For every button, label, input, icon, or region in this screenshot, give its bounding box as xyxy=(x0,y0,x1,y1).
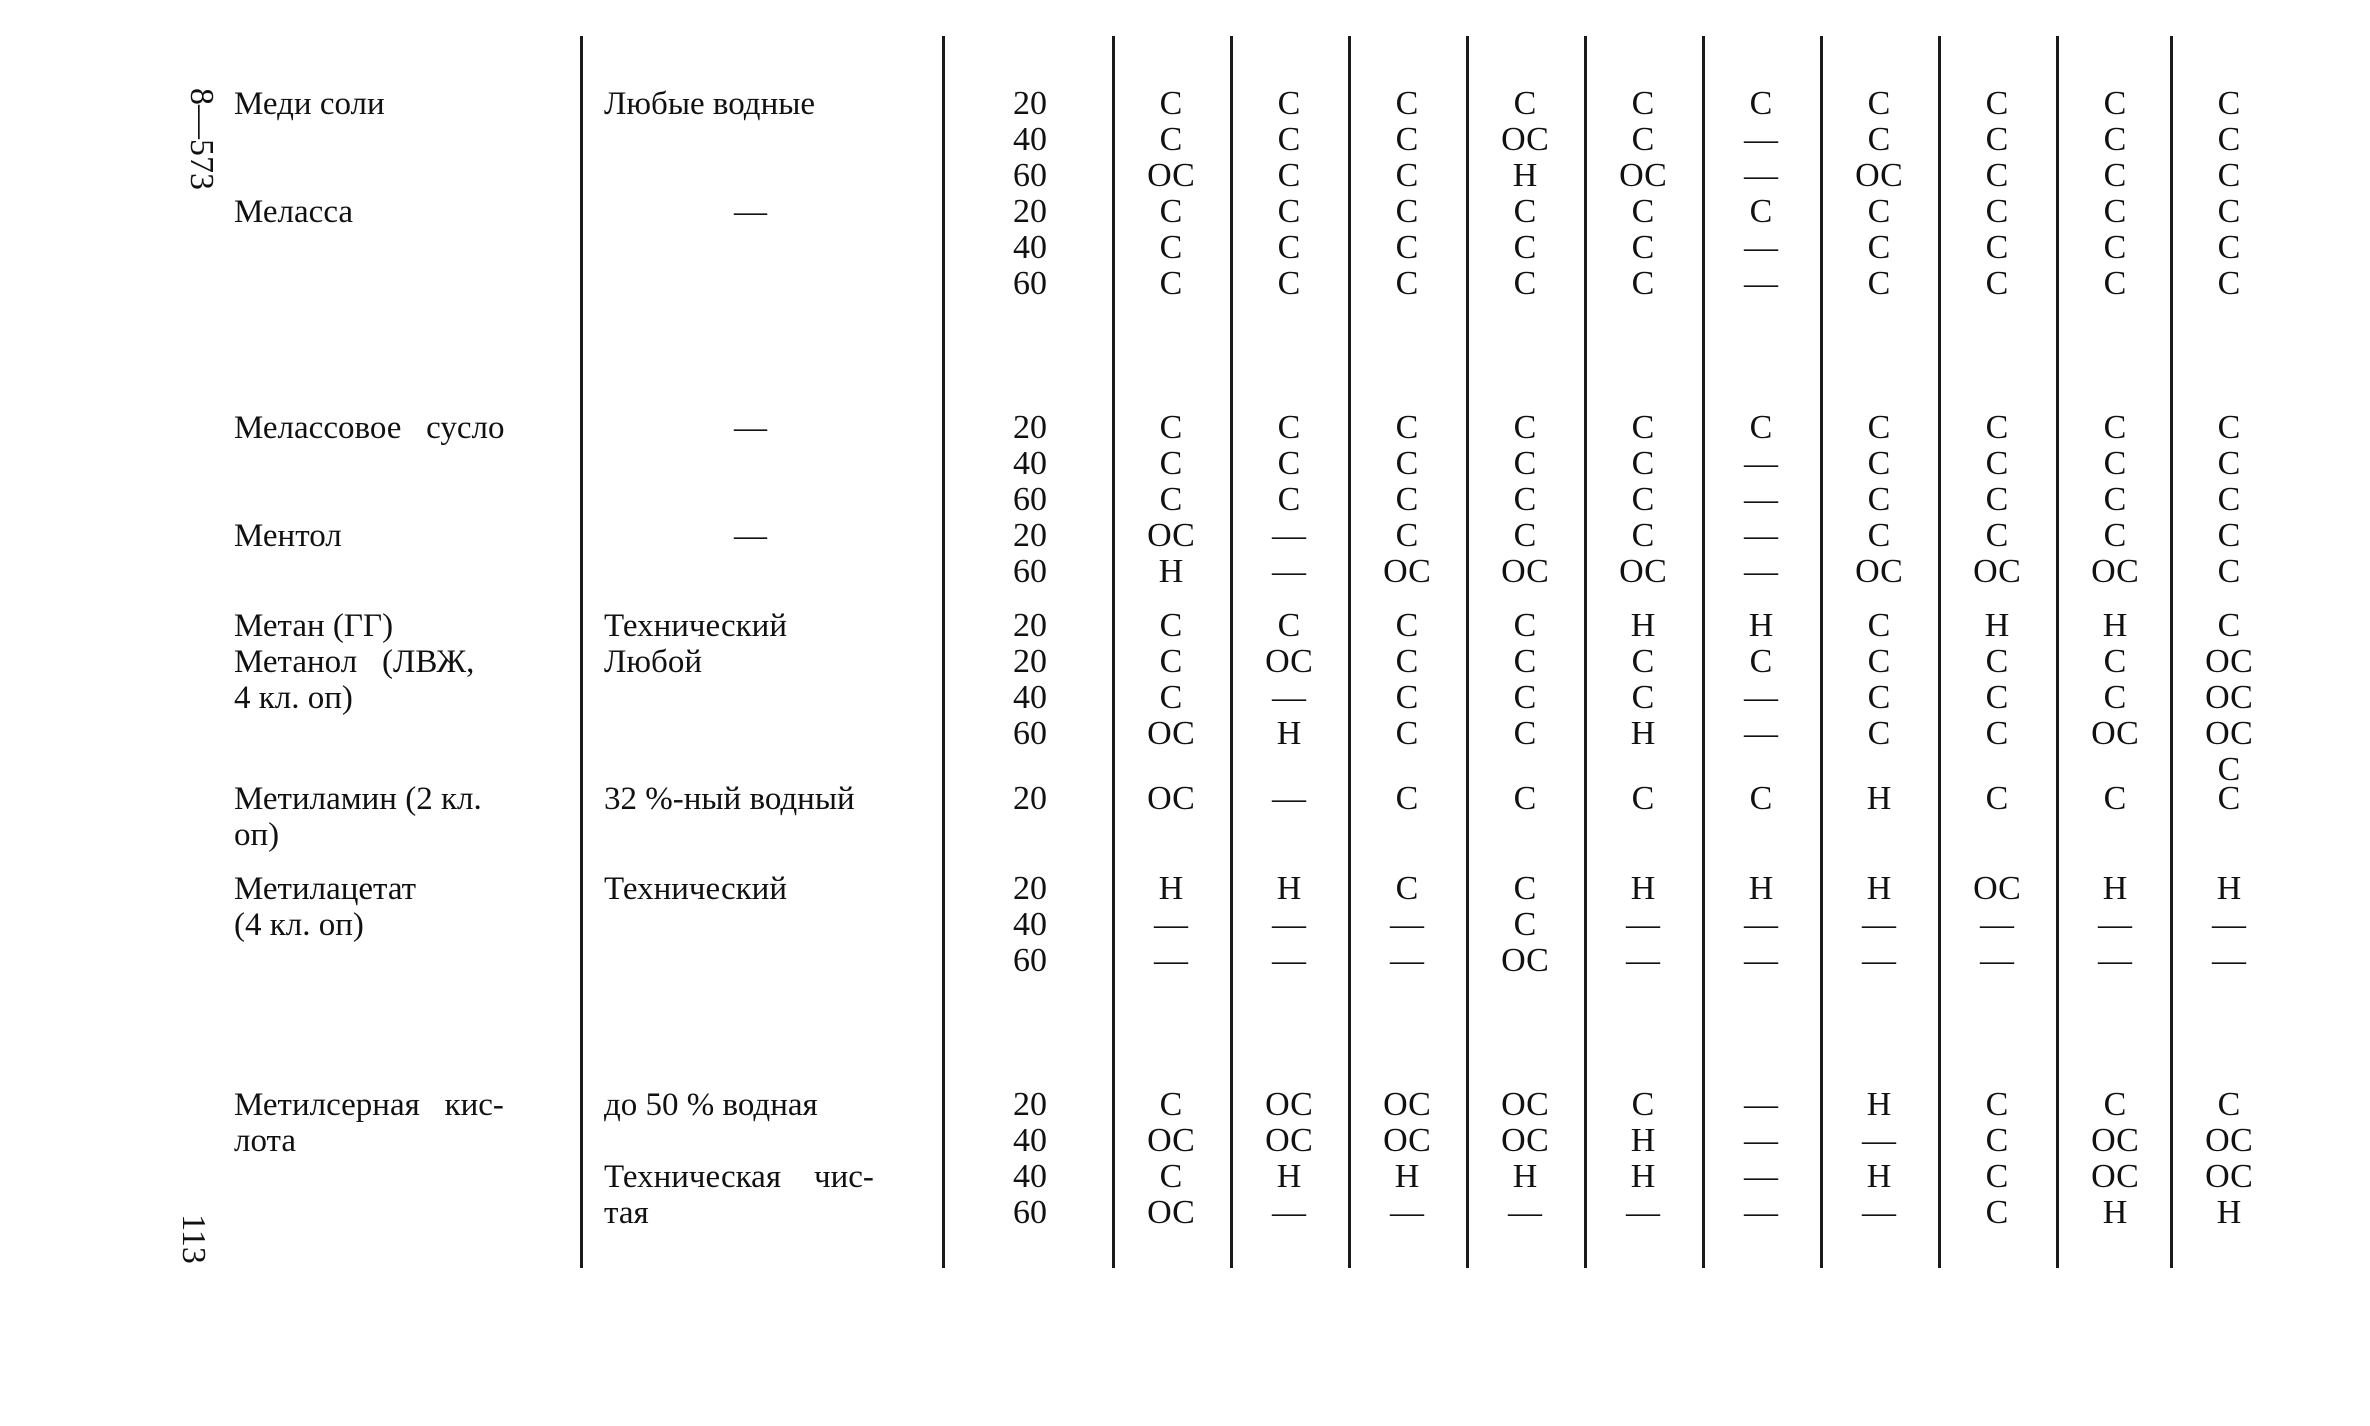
resistance-cell: С xyxy=(1277,409,1301,446)
resistance-cell: С xyxy=(2217,607,2241,644)
resistance-cell: С xyxy=(1277,265,1301,302)
resistance-cell: С xyxy=(1867,229,1891,266)
resistance-cell: С xyxy=(1985,715,2009,752)
resistance-cell: С xyxy=(1631,445,1655,482)
substance-name: лота xyxy=(234,1122,297,1159)
resistance-cell: ОС xyxy=(1265,1121,1313,1159)
column-divider xyxy=(942,36,945,1268)
resistance-cell: С xyxy=(1513,193,1537,230)
resistance-cell: С xyxy=(1867,481,1891,518)
resistance-cell: С xyxy=(1631,409,1655,446)
resistance-cell: ОС xyxy=(2091,715,2139,752)
temperature: 40 xyxy=(1013,1121,1047,1159)
temperature: 20 xyxy=(1013,779,1047,817)
concentration: — xyxy=(734,518,767,554)
resistance-cell: С xyxy=(1513,679,1537,716)
resistance-cell: Н xyxy=(2216,1193,2242,1231)
resistance-cell: ОС xyxy=(1147,1193,1195,1231)
resistance-cell: — xyxy=(1744,229,1778,266)
resistance-cell: С xyxy=(2217,85,2241,122)
resistance-cell: С xyxy=(1749,779,1773,817)
resistance-cell: С xyxy=(1159,1157,1183,1195)
resistance-cell: С xyxy=(1867,409,1891,446)
resistance-cell: С xyxy=(1985,481,2009,518)
resistance-cell: С xyxy=(2103,481,2127,518)
resistance-cell: ОС xyxy=(2205,643,2253,680)
resistance-cell: С xyxy=(1985,157,2009,194)
resistance-cell: С xyxy=(1395,445,1419,482)
resistance-cell: С xyxy=(1513,481,1537,518)
substance-name: (4 кл. оп) xyxy=(234,906,364,943)
resistance-cell: С xyxy=(1395,779,1419,817)
concentration: Техническая чис- xyxy=(604,1158,874,1195)
resistance-cell: — xyxy=(1744,715,1778,752)
resistance-cell: — xyxy=(1272,553,1306,590)
resistance-cell: — xyxy=(1390,905,1424,943)
resistance-cell: ОС xyxy=(2205,715,2253,752)
resistance-cell: С xyxy=(1985,85,2009,122)
substance-name: Мелассовое сусло xyxy=(234,410,505,446)
resistance-cell: Н xyxy=(1630,607,1656,644)
resistance-cell: С xyxy=(1277,445,1301,482)
resistance-cell: — xyxy=(1862,941,1896,979)
temperature: 40 xyxy=(1013,679,1047,716)
resistance-cell: ОС xyxy=(2205,1121,2253,1159)
resistance-cell: С xyxy=(2103,779,2127,817)
temperature: 20 xyxy=(1013,517,1047,554)
resistance-cell: — xyxy=(1980,941,2014,979)
substance-name: Метилсерная кис- xyxy=(234,1086,504,1123)
resistance-cell: С xyxy=(1985,517,2009,554)
resistance-cell: С xyxy=(1631,643,1655,680)
resistance-cell: С xyxy=(1867,85,1891,122)
resistance-cell: Н xyxy=(1276,869,1302,907)
resistance-cell: С xyxy=(1159,229,1183,266)
resistance-cell: — xyxy=(1626,1193,1660,1231)
temperature: 60 xyxy=(1013,265,1047,302)
substance-name: оп) xyxy=(234,816,280,853)
resistance-cell: — xyxy=(1744,679,1778,716)
resistance-cell: С xyxy=(1985,409,2009,446)
resistance-cell: Н xyxy=(1394,1157,1420,1195)
resistance-cell: С xyxy=(2103,409,2127,446)
resistance-cell: ОС xyxy=(1383,1085,1431,1123)
resistance-cell: Н xyxy=(1630,1121,1656,1159)
resistance-cell: С xyxy=(1867,445,1891,482)
resistance-cell: С xyxy=(1395,607,1419,644)
resistance-cell: — xyxy=(1744,481,1778,518)
resistance-cell: С xyxy=(1395,517,1419,554)
resistance-cell: С xyxy=(2103,157,2127,194)
resistance-cell: С xyxy=(1867,643,1891,680)
substance-name: 4 кл. оп) xyxy=(234,680,353,716)
resistance-cell: С xyxy=(1867,265,1891,302)
temperature: 60 xyxy=(1013,941,1047,979)
resistance-cell: — xyxy=(1272,679,1306,716)
resistance-cell: С xyxy=(1985,779,2009,817)
resistance-cell: ОС xyxy=(1619,157,1667,194)
resistance-cell: — xyxy=(1508,1193,1542,1231)
resistance-cell: С xyxy=(1631,85,1655,122)
concentration: Любые водные xyxy=(604,86,816,122)
resistance-cell: Н xyxy=(1630,1157,1656,1195)
resistance-cell: С xyxy=(2217,779,2241,817)
concentration: 32 %-ный водный xyxy=(604,780,855,817)
resistance-cell: ОС xyxy=(1973,869,2021,907)
temperature: 20 xyxy=(1013,85,1047,122)
substance-name: Меласса xyxy=(234,194,354,230)
temperature: 60 xyxy=(1013,1193,1047,1231)
resistance-cell: ОС xyxy=(1265,1085,1313,1123)
resistance-cell: ОС xyxy=(1501,941,1549,979)
resistance-cell: С xyxy=(1395,265,1419,302)
resistance-cell: С xyxy=(1985,193,2009,230)
resistance-cell: С xyxy=(1513,85,1537,122)
resistance-cell: ОС xyxy=(1501,1085,1549,1123)
resistance-cell: ОС xyxy=(1383,1121,1431,1159)
resistance-cell: — xyxy=(2098,941,2132,979)
resistance-cell: ОС xyxy=(1501,1121,1549,1159)
resistance-cell: С xyxy=(1395,409,1419,446)
resistance-cell: Н xyxy=(1866,1157,1892,1195)
substance-name: Ментол xyxy=(234,518,342,554)
page-number: 113 xyxy=(174,1214,212,1264)
resistance-cell: Н xyxy=(1866,779,1892,817)
resistance-cell: — xyxy=(1744,121,1778,158)
resistance-cell: С xyxy=(1867,607,1891,644)
substance-name: Метиламин (2 кл. xyxy=(234,780,482,817)
temperature: 20 xyxy=(1013,643,1047,680)
resistance-cell: С xyxy=(1159,121,1183,158)
margin-signature: 8—573 xyxy=(183,88,220,190)
resistance-cell: С xyxy=(2217,553,2241,590)
resistance-cell: С xyxy=(1513,517,1537,554)
column-divider xyxy=(580,36,583,1268)
temperature: 40 xyxy=(1013,905,1047,943)
resistance-cell: С xyxy=(1749,193,1773,230)
resistance-cell: С xyxy=(1395,679,1419,716)
resistance-cell: Н xyxy=(1276,715,1302,752)
resistance-cell: — xyxy=(1744,517,1778,554)
substance-name: Меди соли xyxy=(234,86,385,122)
resistance-cell: С xyxy=(2217,229,2241,266)
resistance-cell: С xyxy=(1985,265,2009,302)
resistance-cell: — xyxy=(1744,1193,1778,1231)
resistance-cell: С xyxy=(1159,607,1183,644)
resistance-cell: — xyxy=(1154,905,1188,943)
resistance-cell: Н xyxy=(2102,1193,2128,1231)
resistance-cell: Н xyxy=(1276,1157,1302,1195)
concentration: Технический xyxy=(604,608,787,644)
resistance-cell: С xyxy=(1867,679,1891,716)
resistance-cell: С xyxy=(1159,1085,1183,1123)
resistance-cell: ОС xyxy=(1147,1121,1195,1159)
resistance-cell: С xyxy=(1749,85,1773,122)
resistance-cell: С xyxy=(2217,409,2241,446)
resistance-cell: — xyxy=(1744,157,1778,194)
resistance-cell: С xyxy=(1867,517,1891,554)
concentration: — xyxy=(734,194,767,230)
resistance-cell: С xyxy=(1159,409,1183,446)
resistance-cell: С xyxy=(1395,481,1419,518)
resistance-cell: С xyxy=(1513,715,1537,752)
temperature: 60 xyxy=(1013,553,1047,590)
resistance-cell: ОС xyxy=(1619,553,1667,590)
resistance-cell: — xyxy=(1154,941,1188,979)
resistance-cell: С xyxy=(2217,751,2241,788)
resistance-cell: Н xyxy=(1748,869,1774,907)
resistance-cell: С xyxy=(1395,229,1419,266)
resistance-cell: Н xyxy=(1512,157,1538,194)
resistance-cell: — xyxy=(1744,941,1778,979)
resistance-cell: — xyxy=(1390,1193,1424,1231)
resistance-cell: — xyxy=(1744,1157,1778,1195)
resistance-cell: С xyxy=(1395,85,1419,122)
resistance-cell: С xyxy=(1985,1193,2009,1231)
resistance-cell: С xyxy=(1395,121,1419,158)
concentration: — xyxy=(734,410,767,446)
resistance-cell: — xyxy=(1626,941,1660,979)
resistance-cell: С xyxy=(1513,643,1537,680)
substance-name: Метилацетат xyxy=(234,870,417,907)
resistance-cell: С xyxy=(2103,643,2127,680)
resistance-cell: ОС xyxy=(1147,157,1195,194)
resistance-cell: С xyxy=(1867,715,1891,752)
resistance-cell: Н xyxy=(2102,607,2128,644)
resistance-cell: С xyxy=(2103,265,2127,302)
resistance-cell: ОС xyxy=(2091,1157,2139,1195)
resistance-cell: С xyxy=(1631,1085,1655,1123)
resistance-cell: — xyxy=(1272,941,1306,979)
resistance-cell: Н xyxy=(1866,1085,1892,1123)
resistance-cell: — xyxy=(1862,1121,1896,1159)
resistance-cell: С xyxy=(1985,1085,2009,1123)
resistance-cell: — xyxy=(1626,905,1660,943)
resistance-cell: С xyxy=(2217,265,2241,302)
resistance-cell: С xyxy=(1631,679,1655,716)
resistance-cell: С xyxy=(1513,607,1537,644)
resistance-cell: С xyxy=(2217,517,2241,554)
resistance-cell: С xyxy=(1985,121,2009,158)
resistance-cell: — xyxy=(2212,905,2246,943)
resistance-cell: С xyxy=(1513,409,1537,446)
resistance-cell: С xyxy=(1985,1157,2009,1195)
resistance-cell: С xyxy=(2103,1085,2127,1123)
resistance-cell: С xyxy=(2103,193,2127,230)
resistance-cell: ОС xyxy=(2205,679,2253,716)
resistance-cell: С xyxy=(2103,85,2127,122)
resistance-cell: С xyxy=(1395,157,1419,194)
resistance-cell: ОС xyxy=(1265,643,1313,680)
resistance-cell: С xyxy=(2103,517,2127,554)
temperature: 40 xyxy=(1013,229,1047,266)
resistance-cell: — xyxy=(1272,779,1306,817)
resistance-cell: Н xyxy=(2216,869,2242,907)
resistance-cell: С xyxy=(1159,193,1183,230)
resistance-cell: С xyxy=(1277,481,1301,518)
temperature: 20 xyxy=(1013,869,1047,907)
resistance-cell: — xyxy=(1744,1121,1778,1159)
resistance-cell: С xyxy=(1159,445,1183,482)
resistance-cell: Н xyxy=(1158,553,1184,590)
resistance-cell: — xyxy=(1862,1193,1896,1231)
resistance-cell: — xyxy=(1980,905,2014,943)
resistance-cell: — xyxy=(1272,905,1306,943)
resistance-cell: С xyxy=(1867,193,1891,230)
resistance-cell: — xyxy=(2098,905,2132,943)
resistance-cell: ОС xyxy=(2091,553,2139,590)
resistance-cell: ОС xyxy=(1973,553,2021,590)
resistance-cell: С xyxy=(1867,121,1891,158)
resistance-cell: — xyxy=(1272,517,1306,554)
resistance-cell: С xyxy=(2217,445,2241,482)
resistance-cell: С xyxy=(1513,779,1537,817)
resistance-cell: — xyxy=(1744,265,1778,302)
resistance-cell: С xyxy=(1631,121,1655,158)
temperature: 20 xyxy=(1013,1085,1047,1123)
resistance-cell: С xyxy=(1631,517,1655,554)
temperature: 20 xyxy=(1013,193,1047,230)
resistance-cell: — xyxy=(1390,941,1424,979)
resistance-cell: Н xyxy=(1630,715,1656,752)
resistance-cell: ОС xyxy=(1855,553,1903,590)
resistance-cell: С xyxy=(1277,85,1301,122)
concentration: Технический xyxy=(604,870,787,907)
resistance-cell: С xyxy=(2217,121,2241,158)
resistance-cell: — xyxy=(1744,905,1778,943)
resistance-cell: — xyxy=(1862,905,1896,943)
resistance-cell: ОС xyxy=(1147,715,1195,752)
temperature: 40 xyxy=(1013,445,1047,482)
resistance-cell: Н xyxy=(1748,607,1774,644)
resistance-cell: ОС xyxy=(1147,517,1195,554)
concentration: тая xyxy=(604,1194,649,1231)
resistance-cell: ОС xyxy=(2205,1157,2253,1195)
resistance-cell: С xyxy=(1395,715,1419,752)
resistance-cell: — xyxy=(1744,553,1778,590)
resistance-cell: С xyxy=(2217,157,2241,194)
resistance-cell: С xyxy=(1631,229,1655,266)
resistance-cell: С xyxy=(1985,445,2009,482)
resistance-cell: С xyxy=(1277,157,1301,194)
resistance-cell: С xyxy=(1985,1121,2009,1159)
resistance-cell: ОС xyxy=(1383,553,1431,590)
resistance-cell: С xyxy=(1277,193,1301,230)
resistance-cell: С xyxy=(1277,607,1301,644)
resistance-cell: С xyxy=(1395,869,1419,907)
resistance-cell: Н xyxy=(1158,869,1184,907)
resistance-cell: С xyxy=(1631,481,1655,518)
resistance-cell: Н xyxy=(2102,869,2128,907)
resistance-cell: С xyxy=(1159,679,1183,716)
resistance-cell: С xyxy=(2217,193,2241,230)
resistance-cell: С xyxy=(1159,481,1183,518)
resistance-cell: ОС xyxy=(2091,1121,2139,1159)
resistance-cell: С xyxy=(1277,121,1301,158)
resistance-cell: — xyxy=(1272,1193,1306,1231)
resistance-cell: Н xyxy=(1984,607,2010,644)
resistance-cell: С xyxy=(1631,779,1655,817)
resistance-cell: С xyxy=(1277,229,1301,266)
resistance-cell: Н xyxy=(1866,869,1892,907)
concentration: Любой xyxy=(604,644,702,680)
resistance-cell: С xyxy=(1159,643,1183,680)
resistance-cell: С xyxy=(2103,679,2127,716)
resistance-cell: С xyxy=(1985,679,2009,716)
resistance-cell: С xyxy=(1749,409,1773,446)
resistance-cell: С xyxy=(1395,193,1419,230)
resistance-cell: С xyxy=(2103,445,2127,482)
resistance-cell: — xyxy=(1744,445,1778,482)
resistance-cell: С xyxy=(1513,905,1537,943)
resistance-cell: С xyxy=(1513,445,1537,482)
resistance-cell: С xyxy=(1159,265,1183,302)
resistance-cell: С xyxy=(1513,229,1537,266)
resistance-cell: С xyxy=(2103,229,2127,266)
temperature: 40 xyxy=(1013,1157,1047,1195)
resistance-cell: Н xyxy=(1630,869,1656,907)
resistance-cell: С xyxy=(2217,481,2241,518)
temperature: 20 xyxy=(1013,607,1047,644)
resistance-cell: ОС xyxy=(1501,553,1549,590)
temperature: 60 xyxy=(1013,715,1047,752)
resistance-cell: ОС xyxy=(1147,779,1195,817)
resistance-cell: ОС xyxy=(1855,157,1903,194)
temperature: 60 xyxy=(1013,481,1047,518)
resistance-cell: — xyxy=(1744,1085,1778,1123)
resistance-cell: С xyxy=(1513,265,1537,302)
resistance-cell: ОС xyxy=(1501,121,1549,158)
resistance-cell: С xyxy=(1395,643,1419,680)
resistance-cell: С xyxy=(1985,229,2009,266)
concentration: до 50 % водная xyxy=(604,1086,818,1123)
substance-name: Метан (ГГ) xyxy=(234,608,394,644)
resistance-cell: С xyxy=(1985,643,2009,680)
resistance-cell: С xyxy=(1159,85,1183,122)
resistance-cell: — xyxy=(2212,941,2246,979)
resistance-cell: С xyxy=(1631,193,1655,230)
substance-name: Метанол (ЛВЖ, xyxy=(234,644,475,680)
resistance-cell: С xyxy=(2103,121,2127,158)
resistance-cell: Н xyxy=(1512,1157,1538,1195)
temperature: 40 xyxy=(1013,121,1047,158)
temperature: 20 xyxy=(1013,409,1047,446)
resistance-cell: С xyxy=(1631,265,1655,302)
resistance-cell: С xyxy=(2217,1085,2241,1123)
resistance-cell: С xyxy=(1749,643,1773,680)
temperature: 60 xyxy=(1013,157,1047,194)
resistance-cell: С xyxy=(1513,869,1537,907)
